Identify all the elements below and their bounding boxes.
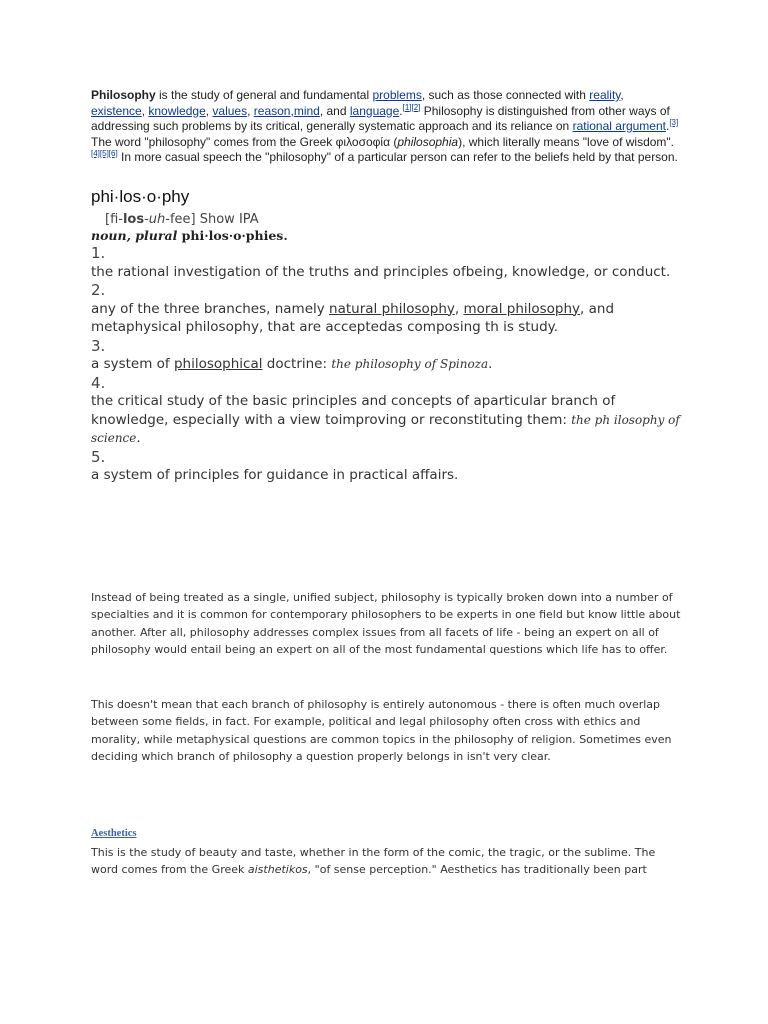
link-values[interactable]: values: [212, 103, 248, 118]
link-reality[interactable]: reality: [589, 88, 621, 102]
definition-text: the critical study of the basic principles and concepts of aparticular branch of knowledge, especially with a view toimproving or reconstituting them: the ph ilosophy of science.: [91, 393, 680, 446]
link-rational-argument[interactable]: rational argument: [572, 119, 666, 133]
definition-text: the rational investigation of the truths and principles ofbeing, knowledge, or conduct.: [91, 263, 671, 280]
definition-number: 4.: [91, 373, 106, 392]
link-language[interactable]: language: [349, 103, 400, 118]
citation-3[interactable]: [3]: [669, 118, 679, 127]
link-natural-philosophy[interactable]: natural philosophy: [329, 300, 455, 317]
part-of-speech: noun, plural phi·los·o·phies.: [91, 228, 288, 243]
definition-number: 3.: [91, 336, 106, 355]
link-problems[interactable]: problems: [372, 88, 422, 102]
citation-1-2[interactable]: [1][2]: [402, 102, 421, 112]
link-moral-philosophy[interactable]: moral philosophy: [463, 300, 581, 317]
term-philosophy: Philosophy: [91, 88, 156, 102]
example-text: the ph ilosophy of science: [91, 412, 680, 445]
definition-text: a system of principles for guidance in practical affairs.: [91, 467, 459, 483]
definition-text: any of the three branches, namely natural philosophy, moral philosophy, and metaphysical philosophy, that are acceptedas composing th is study.: [91, 300, 615, 335]
body-paragraph-specialties: Instead of being treated as a single, unified subject, philosophy is typically broken down into a number of specialties and it is common for contemporary philosophers to be experts in one field but know little about another. After all, philosophy addresses complex issues from all facets of life - being an expert on all of philosophy would entail being an expert on all of the most fundamental questions which life has to offer.: [91, 591, 681, 656]
link-mind[interactable]: mind: [293, 103, 320, 118]
definition-number: 2.: [91, 281, 106, 299]
headword: phi·los·o·phy: [91, 187, 190, 206]
body-paragraph-overlap: This doesn't mean that each branch of philosophy is entirely autonomous - there is often much overlap between some fields, in fact. For example, political and legal philosophy often cross with ethics and morality, while metaphysical questions are common topics in the philosophy of religion. Sometimes even deciding which branch of philosophy a question properly belongs in isn't very clear.: [91, 698, 672, 763]
link-existence[interactable]: existence: [91, 103, 142, 118]
show-ipa-link[interactable]: -fee] Show IPA: [165, 212, 259, 227]
definition-text: a system of philosophical doctrine: the philosophy of Spinoza.: [91, 356, 493, 372]
body-paragraph-aesthetics: This is the study of beauty and taste, whether in the form of the comic, the tragic, or the sublime. The word comes from the Greek aisthetikos, "of sense perception." Aesthetics has traditionally been part: [91, 846, 656, 877]
link-aesthetics[interactable]: Aesthetics: [91, 828, 137, 839]
pronunciation: [fi-los-uh-fee] Show IPA: [105, 212, 259, 227]
definition-number: 1.: [91, 244, 106, 262]
link-knowledge[interactable]: knowledge: [148, 103, 206, 118]
citation-4-5-6[interactable]: [4][5][6]: [91, 149, 118, 158]
dictionary-entry: [91, 186, 691, 485]
link-reason[interactable]: reason: [253, 103, 291, 118]
intro-paragraph: Philosophy is the study of general and fundamental problems, such as those connected with reality, existence, knowledge, values, reason,mind, and language.[1][2] Philosophy is distinguished from other ways of addressing such problems by its critical, generally systematic approach and its reliance on rational argument.[3] The word "philosophy" comes from the Greek φιλοσοφία (philosophia), which literally means "love of wisdom".[4][5][6] In more casual speech the "philosophy" of a particular person can refer to the beliefs held by that person.: [91, 88, 679, 164]
link-philosophical[interactable]: philosophical: [173, 356, 263, 372]
example-text: the philosophy of Spinoza: [331, 357, 489, 371]
definition-number: 5.: [91, 447, 106, 466]
